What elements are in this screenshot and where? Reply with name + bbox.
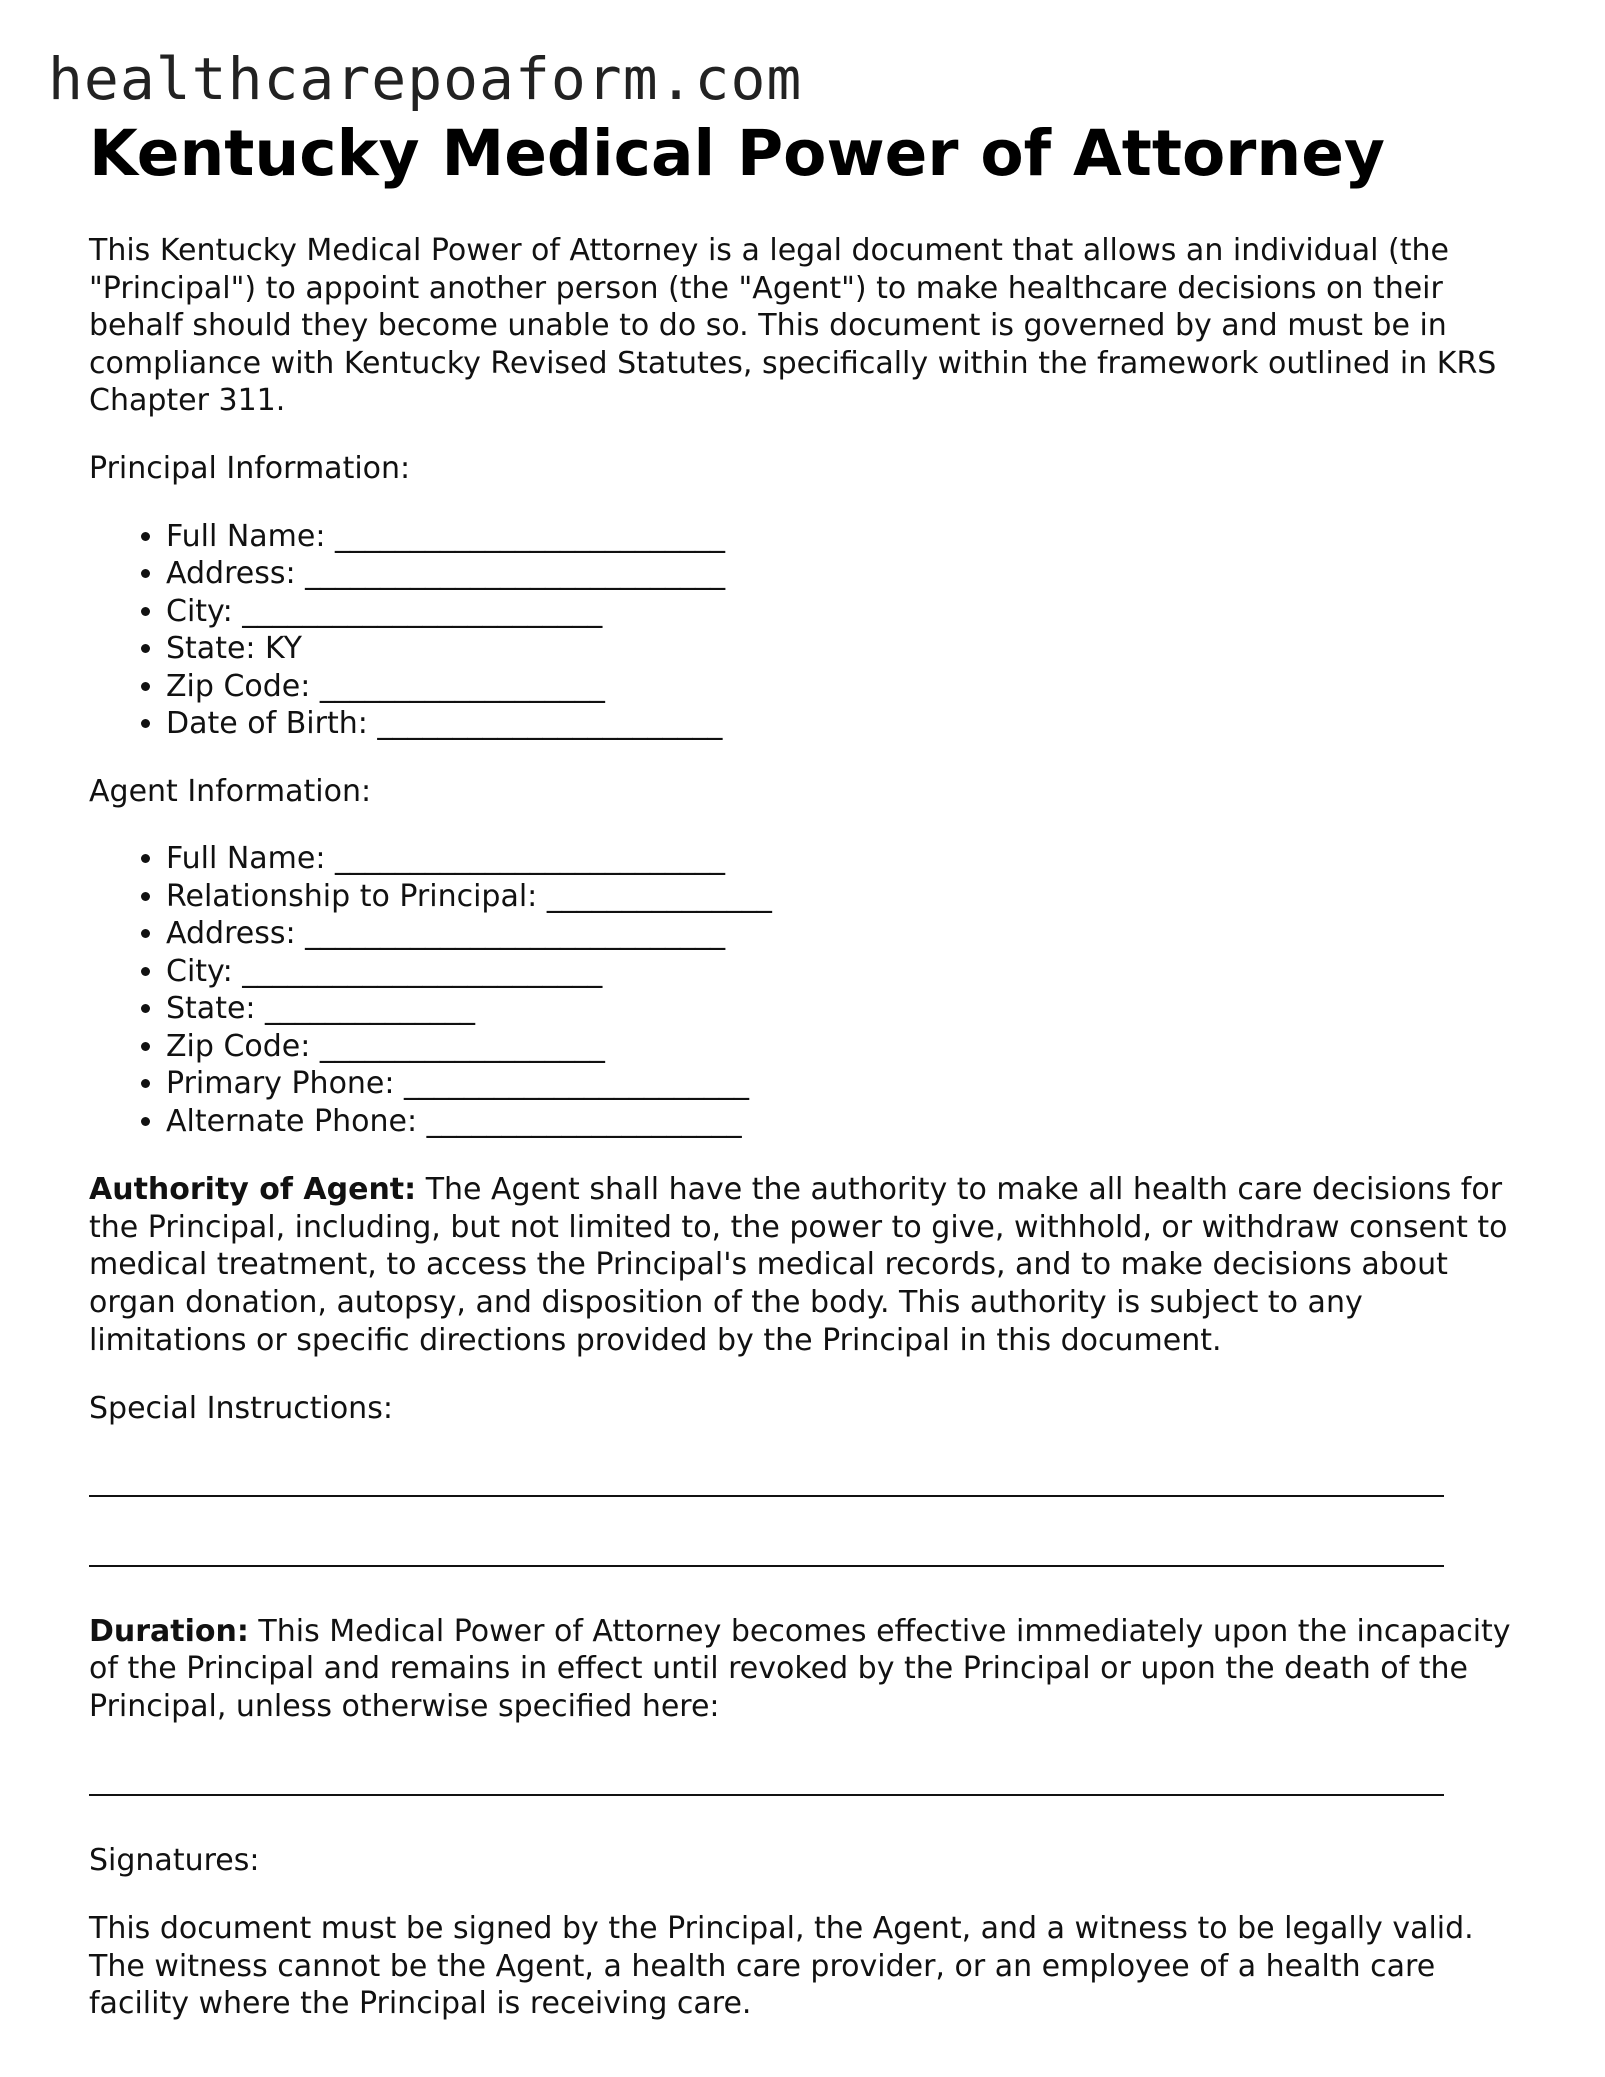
principal-address-field: • Address: ____________________________	[166, 555, 1529, 593]
agent-zip-field: • Zip Code: ___________________	[166, 1028, 1529, 1066]
principal-full-name-field: • Full Name: __________________________	[166, 518, 1529, 556]
document-body	[89, 114, 1529, 2023]
authority-label: Authority of Agent:	[89, 1172, 417, 1208]
duration-paragraph	[89, 1613, 1529, 1726]
agent-alternate-phone-field: • Alternate Phone: _____________________	[166, 1103, 1529, 1141]
agent-relationship-field: • Relationship to Principal: _______________	[166, 878, 1529, 916]
special-instructions-heading: Special Instructions:	[89, 1391, 393, 1427]
principal-city-field: • City: ________________________	[166, 593, 1529, 631]
duration-text: This Medical Power of Attorney becomes effective immediately upon the incapacity of the Principal and remains in effect until revoked by the Principal or upon the death of the Principal, unless otherwise specified here:	[89, 1613, 1511, 1724]
document-title: Kentucky Medical Power of Attorney	[89, 117, 1385, 190]
principal-zip-field: • Zip Code: ___________________	[166, 668, 1529, 706]
principal-heading: Principal Information:	[89, 450, 411, 486]
special-instructions-line-1	[89, 1495, 1444, 1497]
authority-paragraph	[89, 1171, 1529, 1359]
agent-primary-phone-field: • Primary Phone: _______________________	[166, 1065, 1529, 1103]
principal-state-field: • State: KY	[166, 630, 1529, 668]
duration-label: Duration:	[89, 1613, 249, 1649]
agent-address-field: • Address: ____________________________	[166, 915, 1529, 953]
principal-field-list	[89, 518, 1529, 743]
special-instructions-line-2	[89, 1565, 1444, 1567]
signatures-paragraph: This document must be signed by the Principal, the Agent, and a witness to be legally valid. The witness cannot be the Agent, a health care provider, or an employee of a health care facility where the Principal is receiving care.	[89, 1911, 1474, 2022]
agent-state-field: • State: ______________	[166, 990, 1529, 1028]
duration-line	[89, 1794, 1444, 1796]
intro-paragraph: This Kentucky Medical Power of Attorney is a legal document that allows an individual (the "Principal") to appoint another person (the "Agent") to make healthcare decisions on their behalf should they become unable to do so. This document is governed by and must be in compliance with Kentucky Revised Statutes, specifically within the framework outlined in KRS Chapter 311.	[89, 233, 1497, 419]
agent-field-list	[89, 840, 1529, 1140]
agent-heading: Agent Information:	[89, 773, 372, 809]
authority-text: The Agent shall have the authority to make all health care decisions for the Principal, including, but not limited to, the power to give, withhold, or withdraw consent to medical treatment, to access the Principal's medical records, and to make decisions about organ donation, autopsy, and disposition of the body. This authority is subject to any limitations or specific directions provided by the Principal in this document.	[89, 1172, 1508, 1358]
signatures-heading: Signatures:	[89, 1842, 260, 1878]
site-watermark: healthcarepoaform.com	[48, 45, 803, 113]
principal-dob-field: • Date of Birth: _______________________	[166, 705, 1529, 743]
agent-city-field: • City: ________________________	[166, 953, 1529, 991]
agent-full-name-field: • Full Name: __________________________	[166, 840, 1529, 878]
